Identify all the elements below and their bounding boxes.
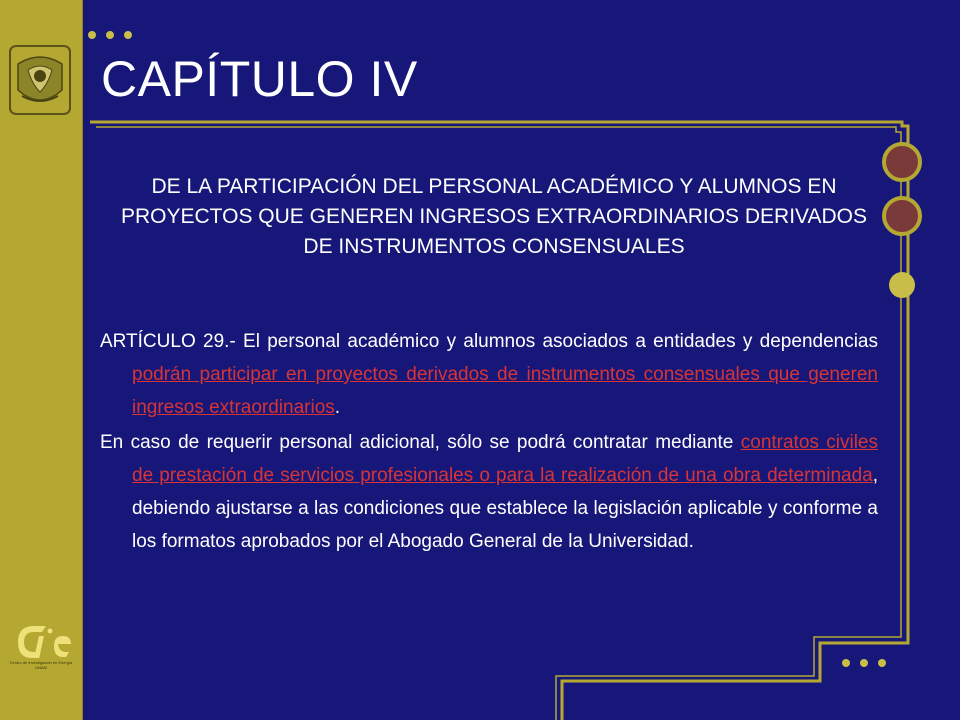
highlighted-text: contratos civiles de prestación de servicios profesionales o para la realización de una obra determinada — [132, 432, 878, 486]
dot-icon — [878, 659, 886, 667]
university-seal-icon — [8, 44, 72, 116]
highlighted-text: podrán participar en proyectos derivados de instrumentos consensuales que generen ingresos extraordinarios — [132, 364, 878, 418]
dot-icon — [124, 31, 132, 39]
maroon-circle-icon — [884, 198, 920, 234]
cie-caption-line1: Centro de Investigación en Energía — [9, 660, 73, 665]
slide-body — [100, 325, 878, 558]
dot-icon — [88, 31, 96, 39]
article-text-start: ARTÍCULO 29.- El personal académico y alumnos asociados a entidades y dependencias — [100, 331, 878, 352]
article-text-end: . — [334, 397, 341, 418]
article-paragraph — [100, 325, 878, 424]
contract-text-end: debiendo ajustarse a las condiciones que establece la legislación aplicable y conforme a los formatos aprobados por el Abogado General de la Universidad. — [132, 498, 878, 552]
dot-icon — [842, 659, 850, 667]
underlined-comma: , — [872, 465, 878, 486]
maroon-circle-icon — [884, 144, 920, 180]
dot-icon — [106, 31, 114, 39]
cie-caption-line2: UNAM — [35, 665, 47, 670]
dot-icon — [860, 659, 868, 667]
contract-paragraph — [100, 426, 878, 558]
cie-logo-icon — [6, 612, 76, 672]
gold-circle-icon — [889, 272, 915, 298]
contract-text-start: En caso de requerir personal adicional, sólo se podrá contratar mediante — [100, 432, 741, 453]
chapter-subtitle: DE LA PARTICIPACIÓN DEL PERSONAL ACADÉMICO Y ALUMNOS EN PROYECTOS QUE GENEREN INGRESOS EXTRAORDINARIOS DERIVADOS DE INSTRUMENTOS CONSENSUALES — [120, 175, 868, 258]
slide-title: CAPÍTULO IV — [101, 51, 418, 107]
